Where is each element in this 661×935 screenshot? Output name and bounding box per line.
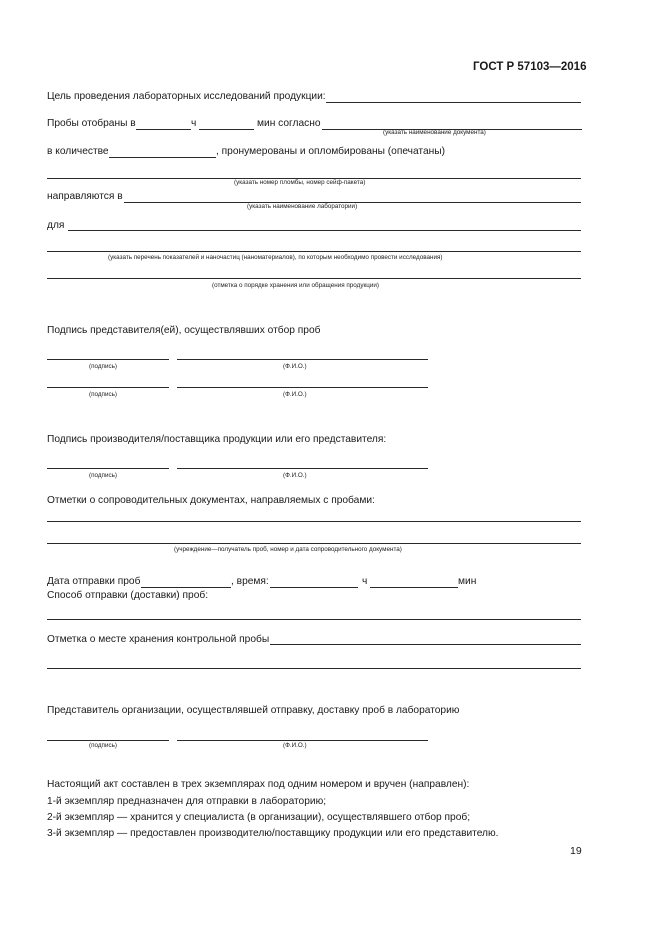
quantity-field[interactable] — [109, 157, 216, 158]
caption-signature: (подпись) — [89, 391, 117, 398]
accompanying-docs-heading: Отметки о сопроводительных документах, направляемых с пробами: — [47, 495, 375, 506]
copy-1-line: 1-й экземпляр предназначен для отправки в лабораторию; — [47, 796, 327, 807]
org-representative-heading: Представитель организации, осуществлявшей отправку, доставку проб в лабораторию — [47, 705, 460, 716]
for-label: для — [47, 220, 65, 231]
caption-signature: (подпись) — [89, 363, 117, 370]
min-according-label: мин согласно — [257, 118, 321, 129]
org-rep-name-field[interactable] — [177, 740, 428, 741]
samples-min-field[interactable] — [199, 129, 254, 130]
caption-lab: (указать наименование лаборатории) — [247, 203, 358, 210]
manufacturer-signature-field[interactable] — [47, 468, 169, 469]
quantity-label: в количестве — [47, 146, 109, 157]
for-field-1[interactable] — [68, 230, 581, 231]
send-min-label: мин — [458, 576, 477, 587]
manufacturer-signature-heading: Подпись производителя/поставщика продукции или его представителя: — [47, 434, 387, 445]
send-hours-field[interactable] — [270, 587, 358, 588]
sampler2-name-field[interactable] — [177, 387, 428, 388]
samples-taken-label: Пробы отобраны в — [47, 118, 136, 129]
purpose-field[interactable] — [326, 102, 581, 103]
send-date-field[interactable] — [141, 587, 231, 588]
document-standard-code: ГОСТ Р 57103—2016 — [473, 61, 587, 73]
control-sample-label: Отметка о месте хранения контрольной пробы — [47, 634, 270, 645]
docs-field-2[interactable] — [47, 543, 581, 544]
control-sample-field-1[interactable] — [270, 644, 581, 645]
caption-indicators: (указать перечень показателей и наночастиц (наноматериалов), по которым необходимо провести исследования) — [108, 254, 443, 261]
caption-storage-mark: (отметка о порядке хранения или обращения продукции) — [212, 282, 379, 289]
for-field-2[interactable] — [47, 251, 581, 252]
caption-recipient: (учреждение—получатель проб, номер и дата сопроводительного документа) — [174, 546, 402, 553]
hours-label: ч — [191, 118, 197, 129]
caption-fio: (Ф.И.О.) — [283, 391, 307, 398]
samplers-signature-heading: Подпись представителя(ей), осуществлявших отбор проб — [47, 325, 321, 336]
copy-2-line: 2-й экземпляр — хранится у специалиста (в организации), осуществлявшего отбор проб; — [47, 812, 471, 823]
org-rep-signature-field[interactable] — [47, 740, 169, 741]
sampler2-signature-field[interactable] — [47, 387, 169, 388]
sampler1-signature-field[interactable] — [47, 359, 169, 360]
storage-mark-field[interactable] — [47, 278, 581, 279]
page-number: 19 — [570, 845, 582, 857]
numbered-sealed-label: , пронумерованы и опломбированы (опечатаны) — [216, 146, 445, 157]
purpose-label: Цель проведения лабораторных исследований продукции: — [47, 91, 326, 102]
delivery-method-label: Способ отправки (доставки) проб: — [47, 590, 209, 601]
send-min-field[interactable] — [370, 587, 458, 588]
manufacturer-name-field[interactable] — [177, 468, 428, 469]
caption-fio: (Ф.И.О.) — [283, 363, 307, 370]
caption-signature: (подпись) — [89, 742, 117, 749]
sent-to-label: направляются в — [47, 191, 123, 202]
control-sample-field-2[interactable] — [47, 668, 581, 669]
caption-fio: (Ф.И.О.) — [283, 472, 307, 479]
copy-3-line: 3-й экземпляр — предоставлен производителю/поставщику продукции или его представителю. — [47, 828, 499, 839]
sampler1-name-field[interactable] — [177, 359, 428, 360]
delivery-method-field[interactable] — [47, 619, 581, 620]
caption-seal: (указать номер пломбы, номер сейф-пакета) — [234, 179, 366, 186]
send-date-label: Дата отправки проб — [47, 576, 141, 587]
docs-field-1[interactable] — [47, 521, 581, 522]
final-statement: Настоящий акт составлен в трех экземплярах под одним номером и вручен (направлен): — [47, 779, 470, 790]
send-hours-label: ч — [362, 576, 368, 587]
caption-document: (указать наименование документа) — [383, 129, 486, 136]
caption-fio: (Ф.И.О.) — [283, 742, 307, 749]
samples-hours-field[interactable] — [136, 129, 191, 130]
send-time-label: , время: — [231, 576, 269, 587]
caption-signature: (подпись) — [89, 472, 117, 479]
